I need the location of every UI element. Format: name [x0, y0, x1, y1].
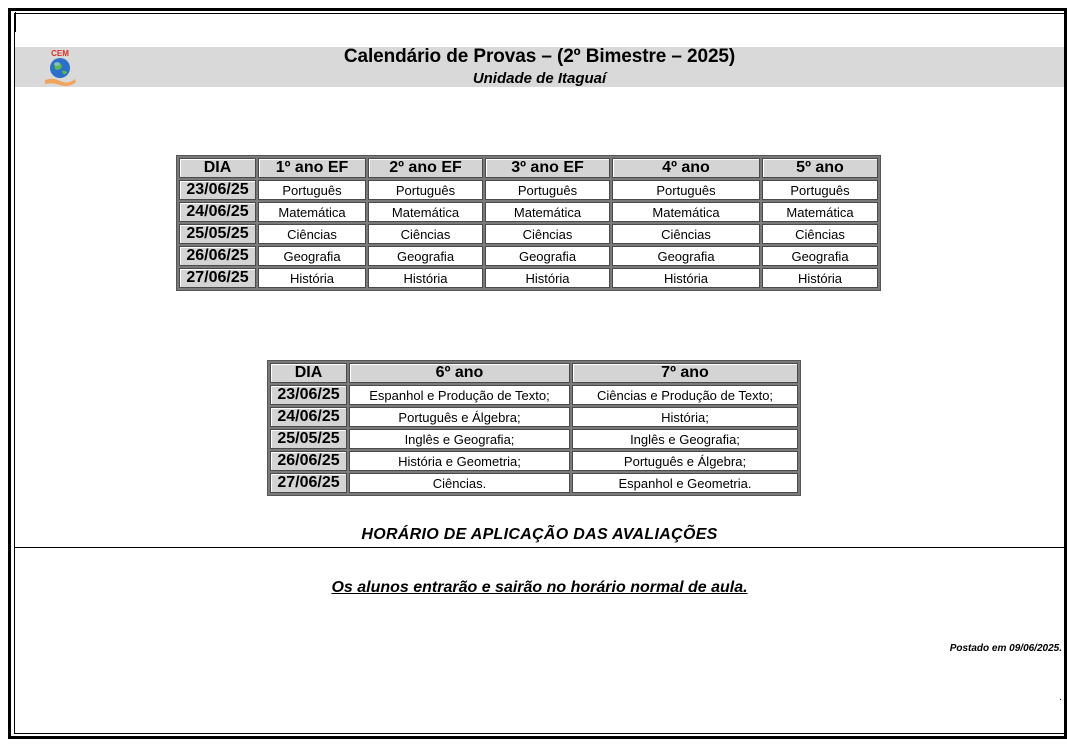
schedule-heading: HORÁRIO DE APLICAÇÃO DAS AVALIAÇÕES [361, 526, 718, 543]
subject-cell: História [762, 268, 878, 288]
subject-cell: História [612, 268, 760, 288]
exam-table-early-years [176, 155, 881, 291]
table-row [179, 180, 878, 200]
table-row [270, 451, 798, 471]
column-header: DIA [179, 158, 256, 178]
subject-cell: História [258, 268, 366, 288]
subject-cell: Ciências [485, 224, 610, 244]
subject-cell: Espanhol e Produção de Texto; [349, 385, 570, 405]
table-row [270, 429, 798, 449]
subject-cell: Ciências [258, 224, 366, 244]
exam-table-later-years [267, 360, 801, 496]
subject-cell: Geografia [485, 246, 610, 266]
subject-cell: Português [762, 180, 878, 200]
subject-cell: Português [258, 180, 366, 200]
column-header: 3º ano EF [485, 158, 610, 178]
day-cell: 27/06/25 [270, 473, 347, 493]
subject-cell: Português [368, 180, 483, 200]
document-subtitle: Unidade de Itaguaí [472, 70, 607, 87]
subject-cell: Inglês e Geografia; [349, 429, 570, 449]
posted-date: Postado em 09/06/2025. [949, 643, 1062, 654]
subject-cell: Ciências [368, 224, 483, 244]
subject-cell: Matemática [612, 202, 760, 222]
column-header: DIA [270, 363, 347, 383]
schedule-note: Os alunos entrarão e sairão no horário normal de aula. [331, 579, 748, 596]
day-cell: 23/06/25 [179, 180, 256, 200]
subject-cell: História e Geometria; [349, 451, 570, 471]
table-header-row [179, 158, 878, 178]
subject-cell: Matemática [762, 202, 878, 222]
day-cell: 26/06/25 [179, 246, 256, 266]
day-cell: 25/05/25 [270, 429, 347, 449]
corner-tick [15, 12, 16, 32]
subject-cell: Geografia [762, 246, 878, 266]
subject-cell: História [368, 268, 483, 288]
day-cell: 24/06/25 [179, 202, 256, 222]
trailing-dot: . [1059, 692, 1062, 703]
column-header: 5º ano [762, 158, 878, 178]
subject-cell: Matemática [368, 202, 483, 222]
subject-cell: Geografia [258, 246, 366, 266]
subject-cell: Geografia [368, 246, 483, 266]
subject-cell: Português [612, 180, 760, 200]
subject-cell: Matemática [258, 202, 366, 222]
column-header: 1º ano EF [258, 158, 366, 178]
day-cell: 25/05/25 [179, 224, 256, 244]
column-header: 6º ano [349, 363, 570, 383]
subject-cell: Português e Álgebra; [572, 451, 798, 471]
logo-text: CEM [51, 49, 69, 58]
table-header-row [270, 363, 798, 383]
table-row [270, 407, 798, 427]
day-cell: 24/06/25 [270, 407, 347, 427]
day-cell: 27/06/25 [179, 268, 256, 288]
subject-cell: Geografia [612, 246, 760, 266]
table-row [270, 385, 798, 405]
column-header: 4º ano [612, 158, 760, 178]
subject-cell: História; [572, 407, 798, 427]
horizontal-divider [15, 547, 1064, 548]
document-title: Calendário de Provas – (2º Bimestre – 2025) [343, 46, 736, 67]
subject-cell: Espanhol e Geometria. [572, 473, 798, 493]
subject-cell: História [485, 268, 610, 288]
column-header: 2º ano EF [368, 158, 483, 178]
subject-cell: Matemática [485, 202, 610, 222]
subject-cell: Português [485, 180, 610, 200]
subject-cell: Ciências. [349, 473, 570, 493]
table-row [179, 268, 878, 288]
day-cell: 26/06/25 [270, 451, 347, 471]
subject-cell: Português e Álgebra; [349, 407, 570, 427]
table-row [179, 224, 878, 244]
subject-cell: Inglês e Geografia; [572, 429, 798, 449]
table-row [179, 246, 878, 266]
day-cell: 23/06/25 [270, 385, 347, 405]
subject-cell: Ciências [612, 224, 760, 244]
subject-cell: Ciências [762, 224, 878, 244]
subject-cell: Ciências e Produção de Texto; [572, 385, 798, 405]
table-row [179, 202, 878, 222]
column-header: 7º ano [572, 363, 798, 383]
table-row [270, 473, 798, 493]
